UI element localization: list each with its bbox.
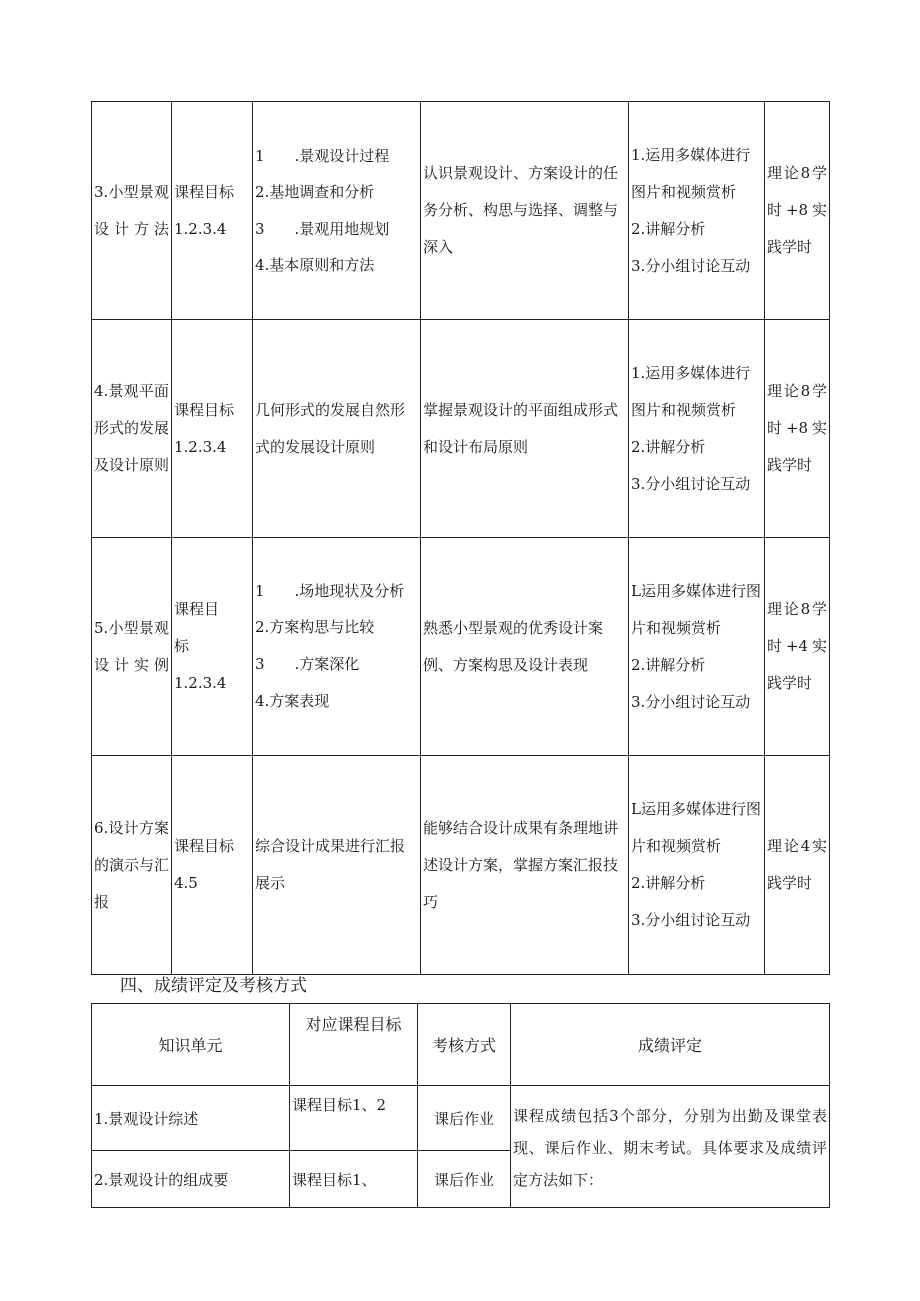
class-hours: 理论8学时+4实践学时 [765,538,830,756]
column-header: 对应课程目标 [290,1004,418,1086]
method-line: 1.运用多媒体进行图片和视频赏析 [631,363,751,419]
learning-requirement: 能够结合设计成果有条理地讲述设计方案，掌握方案汇报技巧 [421,756,629,975]
teaching-method [629,538,765,756]
method-line: 3.分小组讨论互动 [631,911,751,929]
column-header: 考核方式 [418,1004,511,1086]
course-objective: 课程目标1、 [290,1151,418,1208]
method-line: 2.讲解分析 [631,437,706,456]
objective-line: 课程目标 [174,837,235,855]
method-line: 2.讲解分析 [631,655,706,674]
content-line: 2.方案构思与比较 [255,618,375,636]
knowledge-unit: 1.景观设计综述 [92,1086,290,1151]
learning-requirement: 认识景观设计、方案设计的任务分析、构思与选择、调整与深入 [421,102,629,320]
method-line: 1.运用多媒体进行图片和视频赏析 [631,145,751,201]
learning-requirement: 掌握景观设计的平面组成形式和设计布局原则 [421,320,629,538]
assessment-method: 课后作业 [418,1086,511,1151]
content-line: 4.方案表现 [255,692,330,710]
objective-line: 课程目标 [174,182,235,201]
content-line: 1 .景观设计过程 [255,146,390,165]
table-row [92,538,830,756]
teaching-content [253,102,421,320]
knowledge-unit: 2.景观设计的组成要 [92,1151,290,1208]
content-line: 3 .方案深化 [255,655,360,673]
teaching-content [253,320,421,538]
objective-line: 标 [174,637,190,655]
content-line: 几何形式的发展自然形式的发展设计原则 [255,400,406,456]
table-row [92,1086,830,1151]
teaching-method [629,756,765,975]
class-hours: 理论8学时+8实践学时 [765,320,830,538]
column-header: 知识单元 [92,1004,290,1086]
teaching-method [629,320,765,538]
table-row [92,756,830,975]
content-line: 2.基地调查和分析 [255,182,375,201]
method-line: 3.分小组讨论互动 [631,692,751,711]
objective-line: 课程目标 [174,400,235,419]
course-objective: 课程目标1、2 [290,1086,418,1151]
section-heading: 四、成绩评定及考核方式 [120,976,307,996]
objective-line: 4.5 [174,874,198,892]
table-row [92,320,830,538]
course-objective [172,102,253,320]
assessment-method: 课后作业 [418,1151,511,1208]
method-line: 2.讲解分析 [631,874,706,892]
column-header: 成绩评定 [511,1004,830,1086]
learning-requirement: 熟悉小型景观的优秀设计案例、方案构思及设计表现 [421,538,629,756]
content-line: 4.基本原则和方法 [255,255,375,274]
unit-topic: 6.设计方案的演示与汇报 [92,756,172,975]
method-line: L运用多媒体进行图片和视频赏析 [631,800,761,855]
course-objective [172,756,253,975]
class-hours: 理论4实践学时 [765,756,830,975]
method-line: 3.分小组讨论互动 [631,474,751,493]
objective-line: 1.2.3.4 [174,219,227,238]
content-line: 1 .场地现状及分析 [255,582,405,600]
table-row [92,102,830,320]
teaching-content [253,756,421,975]
method-line: 3.分小组讨论互动 [631,256,751,275]
table-header-row [92,1004,830,1086]
unit-topic: 5.小型景观设计实例 [92,538,172,756]
objective-line: 课程目 [174,600,220,618]
objective-line: 1.2.3.4 [174,437,227,456]
course-objective [172,320,253,538]
method-line: L运用多媒体进行图片和视频赏析 [631,581,761,637]
content-line: 3 .景观用地规划 [255,219,390,238]
teaching-method [629,102,765,320]
course-objective [172,538,253,756]
class-hours: 理论8学时+8实践学时 [765,102,830,320]
method-line: 2.讲解分析 [631,219,706,238]
unit-topic: 4.景观平面形式的发展及设计原则 [92,320,172,538]
unit-topic: 3.小型景观设计方法 [92,102,172,320]
grading-description: 课程成绩包括3个部分，分别为出勤及课堂表现、课后作业、期末考试。具体要求及成绩评定方法如下： [511,1086,830,1208]
teaching-schedule-table [91,101,830,975]
teaching-content [253,538,421,756]
objective-line: 1.2.3.4 [174,674,227,692]
content-line: 综合设计成果进行汇报展示 [255,837,406,892]
assessment-table [91,1003,830,1208]
